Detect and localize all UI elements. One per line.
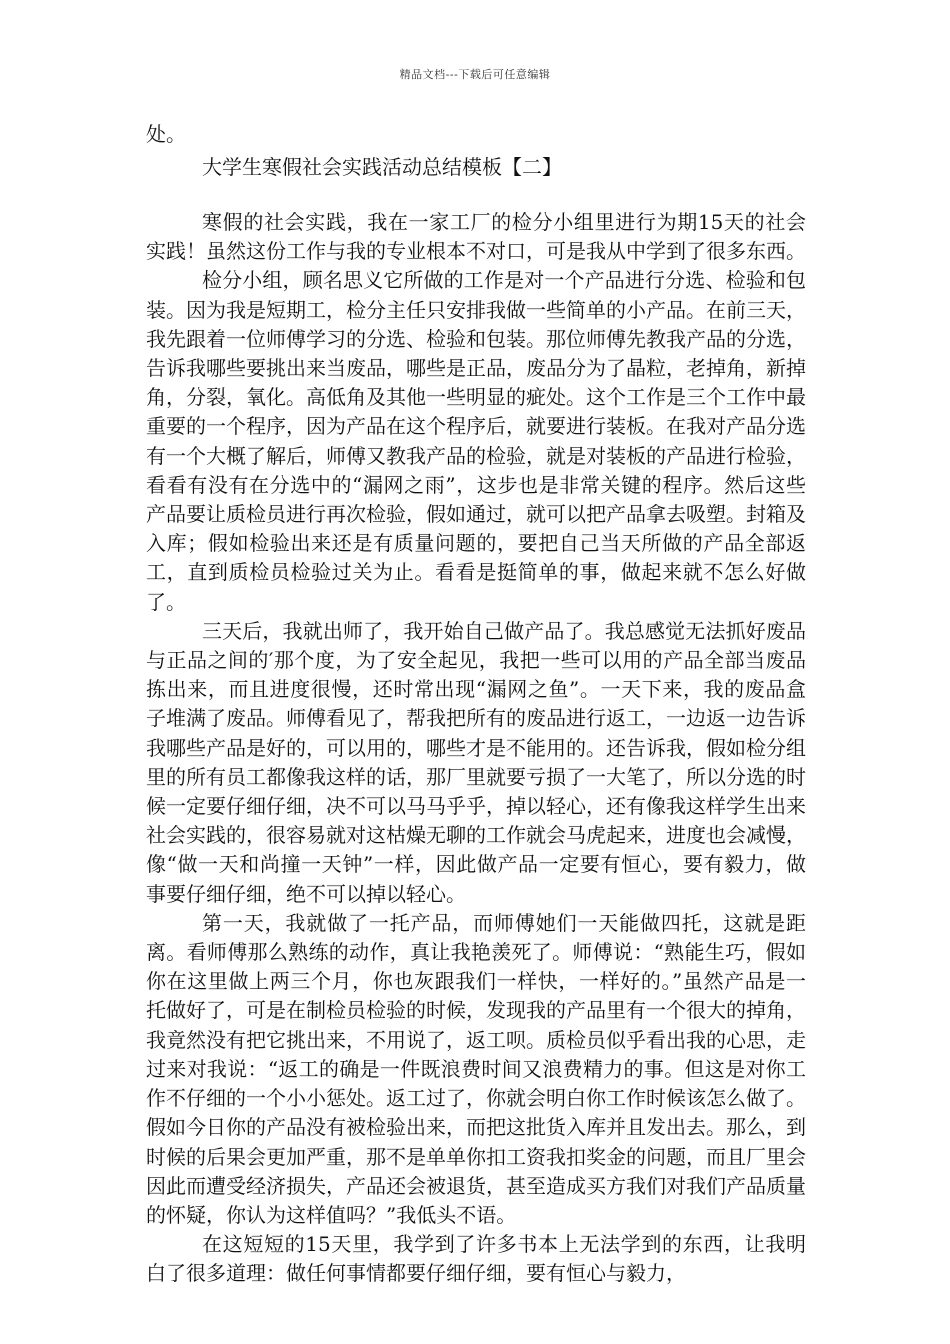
section-title: 大学生寒假社会实践活动总结模板【二】	[202, 155, 562, 179]
page-header: 精品文档---下载后可任意编辑	[399, 68, 551, 81]
paragraph-3: 三天后，我就出师了，我开始自己做产品了。我总感觉无法抓好废品与正品之间的′那个度，为了安全起见，我把一些可以用的产品全部当废品拣出来，而且进度很慢，还时常出现“漏网之鱼”。一天下来，我的废品盒子堆满了废品。师傅看见了，帮我把所有的废品进行返工，一边返一边告诉我哪些产品是好的，可以用的，哪些才是不能用的。还告诉我，假如检分组里的所有员工都像我这样的话，那厂里就要亏损了一大笔了，所以分选的时候一定要仔细仔细，决不可以马马乎乎，掉以轻心，还有像我这样学生出来社会实践的，很容易就对这枯燥无聊的工作就会马虎起来，进度也会减慢，像“做一天和尚撞一天钟”一样，因此做产品一定要有恒心，要有毅力，做事要仔细仔细，绝不可以掉以轻心。	[146, 618, 806, 906]
paragraph-5: 在这短短的15天里，我学到了许多书本上无法学到的东西，让我明白了很多道理：做任何事情都要仔细仔细，要有恒心与毅力，	[146, 1232, 806, 1286]
paragraph-2: 检分小组，顾名思义它所做的工作是对一个产品进行分选、检验和包装。因为我是短期工，检分主任只安排我做一些简单的小产品。在前三天，我先跟着一位师傅学习的分选、检验和包装。那位师傅先教我产品的分选，告诉我哪些要挑出来当废品，哪些是正品，废品分为了晶粒，老掉角，新掉角，分裂，氧化。高低角及其他一些明显的疵处。这个工作是三个工作中最重要的一个程序，因为产品在这个程序后，就要进行装板。在我对产品分选有一个大概了解后，师傅又教我产品的检验，就是对装板的产品进行检验，看看有没有在分选中的“漏网之雨”，这步也是非常关键的程序。然后这些产品要让质检员进行再次检验，假如通过，就可以把产品拿去吸塑。封箱及入库；假如检验出来还是有质量问题的，要把自己当天所做的产品全部返工，直到质检员检验过关为止。看看是挺简单的事，做起来就不怎么好做了。	[146, 268, 806, 614]
paragraph-1: 寒假的社会实践，我在一家工厂的检分小组里进行为期15天的社会实践！虽然这份工作与我的专业根本不对口，可是我从中学到了很多东西。	[146, 210, 806, 264]
continued-fragment: 处。	[146, 122, 186, 146]
paragraph-4: 第一天，我就做了一托产品，而师傅她们一天能做四托，这就是距离。看师傅那么熟练的动作，真让我艳羡死了。师傅说：“熟能生巧，假如你在这里做上两三个月，你也灰跟我们一样快，一样好的。”虽然产品是一托做好了，可是在制检员检验的时候，发现我的产品里有一个很大的掉角，我竟然没有把它挑出来，不用说了，返工呗。质检员似乎看出我的心思，走过来对我说：“返工的确是一件既浪费时间又浪费精力的事。但这是对你工作不仔细的一个小小惩处。返工过了，你就会明白你工作时候该怎么做了。假如今日你的产品没有被检验出来，而把这批货入库并且发出去。那么，到时候的后果会更加严重，那不是单单你扣工资我扣奖金的问题，而且厂里会因此而遭受经济损失，产品还会被退货，甚至造成买方我们对我们产品质量的怀疑，你认为这样值吗？”我低头不语。	[146, 910, 806, 1227]
document-body	[146, 120, 806, 1289]
